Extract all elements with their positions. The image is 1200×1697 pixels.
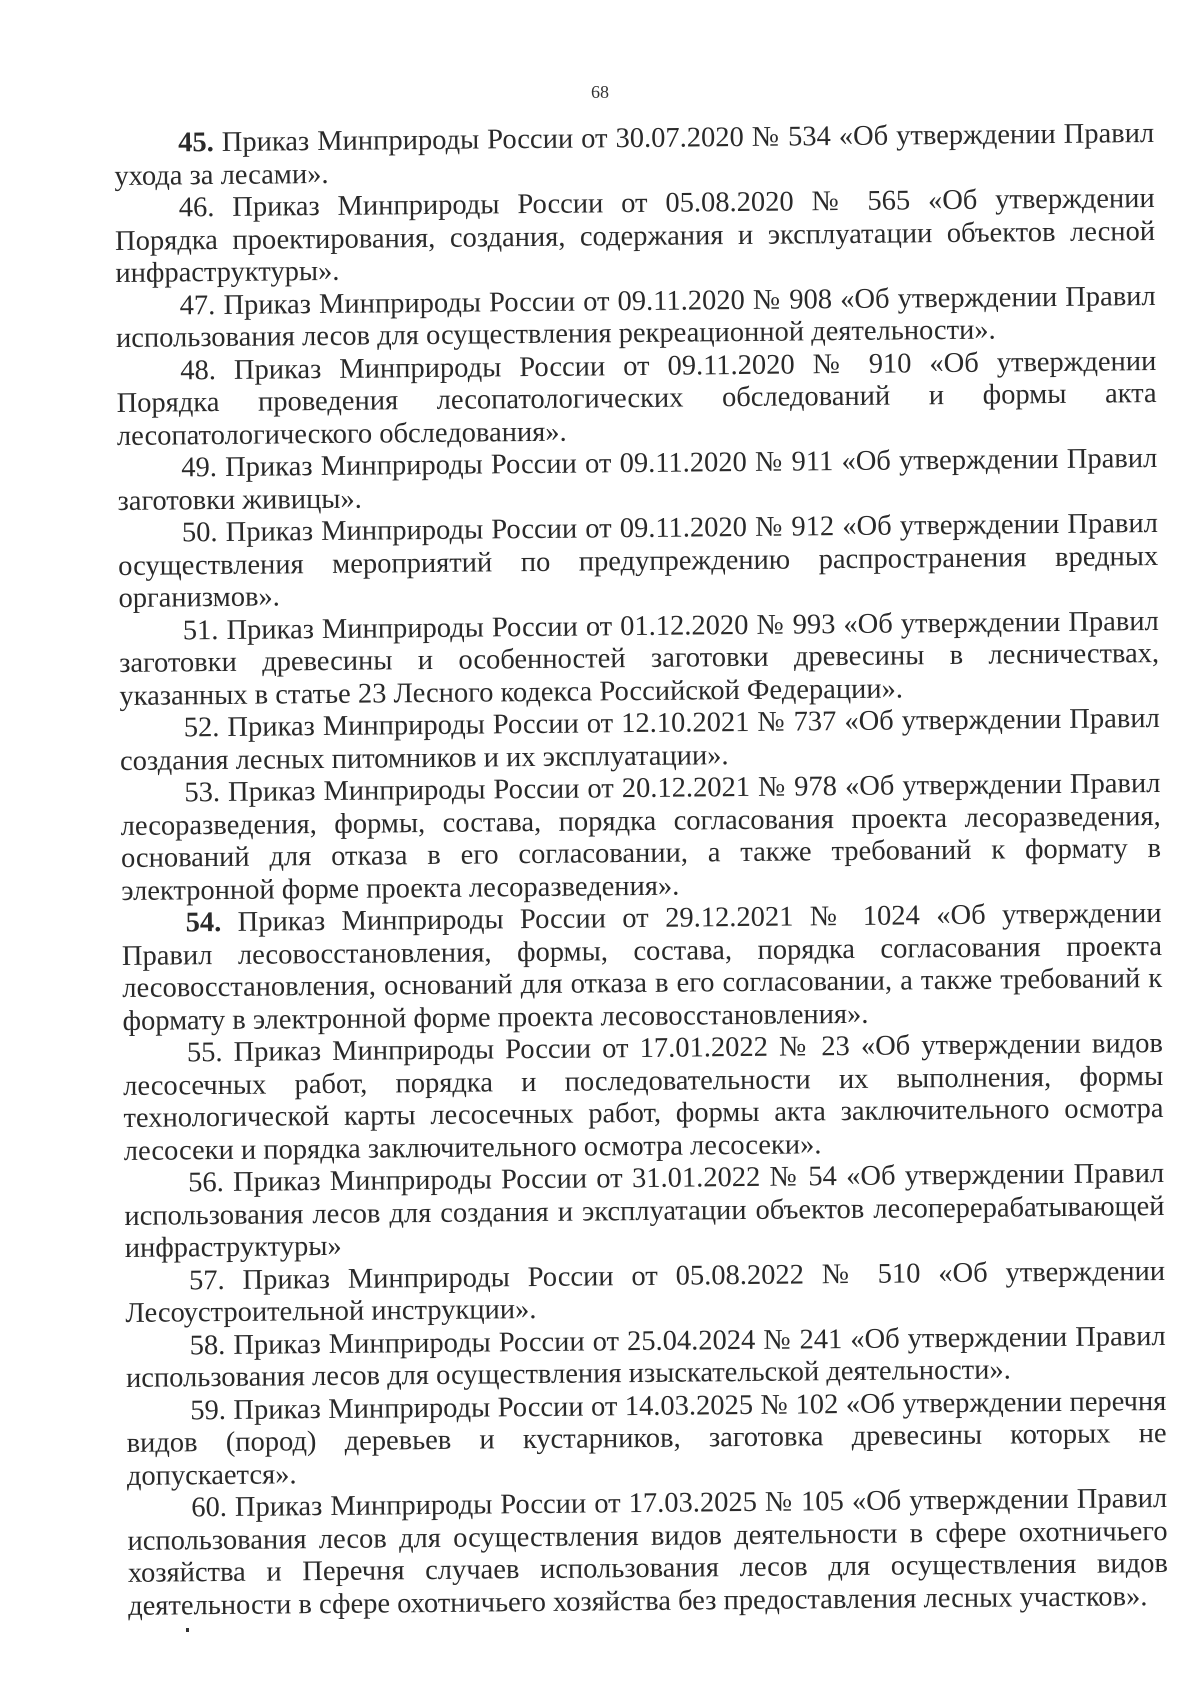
- item-text: Приказ Минприроды России от 25.04.2024 № 241 «Об утверждении Правил использования лесов для осуществления изыскательской деятельности».: [125, 1320, 1166, 1394]
- list-item: [116, 346, 1157, 453]
- item-number: 57.: [188, 1264, 225, 1296]
- item-number: 51.: [182, 614, 219, 646]
- item-text: Приказ Минприроды России от 05.08.2020 № 565 «Об утверждении Порядка проектирования, создания, содержания и эксплуатации объектов лесной инфраструктуры».: [114, 183, 1156, 289]
- item-text: Приказ Минприроды России от 30.07.2020 № 534 «Об утверждении Правил ухода за лесами».: [114, 118, 1155, 192]
- item-number: 56.: [187, 1166, 224, 1199]
- item-number: 54.: [185, 907, 222, 939]
- item-number: 59.: [190, 1394, 227, 1426]
- list-item: [120, 768, 1161, 908]
- item-number: 58.: [189, 1329, 226, 1361]
- list-item: [120, 703, 1161, 778]
- item-number: 47.: [179, 289, 216, 321]
- item-text: Приказ Минприроды России от 09.11.2020 № 910 «Об утверждении Порядка проведения лесопатологических обследований и формы акта лесопатологического обследования».: [116, 345, 1157, 452]
- item-text: Приказ Минприроды России от 09.11.2020 № 912 «Об утверждении Правил осуществления мероприятий по предупреждению распространения вредных организмов».: [118, 507, 1159, 614]
- list-item: [119, 605, 1160, 712]
- item-number: 55.: [186, 1037, 223, 1069]
- list-item: [127, 1483, 1168, 1623]
- list-item: [117, 443, 1158, 518]
- list-item: [123, 1028, 1164, 1168]
- item-number: 53.: [184, 777, 221, 809]
- item-text: Приказ Минприроды России от 09.11.2020 № 908 «Об утверждении Правил использования лесов для осуществления рекреационной деятельности».: [115, 280, 1156, 354]
- item-number: 52.: [183, 712, 220, 744]
- list-item: [116, 281, 1157, 356]
- item-number: 48.: [180, 354, 217, 386]
- page-number: 68: [591, 82, 609, 102]
- item-number: 50.: [181, 517, 218, 549]
- list-item: [124, 1158, 1165, 1265]
- item-number: 45.: [177, 127, 214, 159]
- list-item: [118, 508, 1159, 615]
- reference-list: [114, 118, 1168, 1623]
- item-text: Приказ Минприроды России от 20.12.2021 № 978 «Об утверждении Правил лесоразведения, формы, состава, порядка согласования проекта лесоразведения, оснований для отказа в его согласовании, а также требований к формату в электронной форме проекта лесоразведения».: [120, 767, 1162, 907]
- item-text: Приказ Минприроды России от 14.03.2025 № 102 «Об утверждении перечня видов (пород) деревьев и кустарников, заготовка древесины которых не допускается».: [126, 1385, 1167, 1492]
- list-item: [126, 1385, 1167, 1492]
- item-text: Приказ Минприроды России от 05.08.2022 № 510 «Об утверждении Лесоустроительной инструкции».: [125, 1255, 1166, 1329]
- list-item: [114, 118, 1155, 193]
- item-text: Приказ Минприроды России от 01.12.2020 № 993 «Об утверждении Правил заготовки древесины и особенностей заготовки древесины в лесничествах, указанных в статье 23 Лесного кодекса Российской Федерации».: [118, 605, 1160, 712]
- item-text: Приказ Минприроды России от 12.10.2021 № 737 «Об утверждении Правил создания лесных питомников и их эксплуатации».: [119, 702, 1160, 777]
- item-number: 46.: [178, 192, 215, 224]
- scan-speck: [186, 1628, 189, 1632]
- item-text: Приказ Минприроды России от 29.12.2021 № 1024 «Об утверждении Правил лесовосстановления, формы, состава, порядка согласования проекта лесовосстановления, оснований для отказа в его согласовании, а также требований к формату в электронной форме проекта лесовосстановления».: [121, 897, 1163, 1037]
- list-item: [125, 1255, 1166, 1330]
- list-item: [126, 1320, 1167, 1395]
- list-item: [121, 898, 1162, 1038]
- item-number: 49.: [181, 452, 218, 484]
- item-text: Приказ Минприроды России от 17.03.2025 № 105 «Об утверждении Правил использования лесов для осуществления видов деятельности в сфере охотничьего хозяйства и Перечня случаев использования лесов для осуществления видов деятельности в сфере охотничьего хозяйства без предоставления лесных участков».: [127, 1482, 1168, 1622]
- item-text: Приказ Минприроды России от 09.11.2020 № 911 «Об утверждении Правил заготовки живицы».: [117, 443, 1158, 517]
- list-item: [115, 183, 1156, 290]
- item-text: Приказ Минприроды России от 31.01.2022 № 54 «Об утверждении Правил использования лесов для создания и эксплуатации объектов лесоперерабатывающей инфраструктуры»: [124, 1157, 1165, 1264]
- item-text: Приказ Минприроды России от 17.01.2022 № 23 «Об утверждении видов лесосечных работ, порядка и последовательности их выполнения, формы технологической карты лесосечных работ, формы акта заключительного осмотра лесосеки и порядка заключительного осмотра лесосеки».: [123, 1027, 1164, 1167]
- item-number: 60.: [191, 1491, 228, 1524]
